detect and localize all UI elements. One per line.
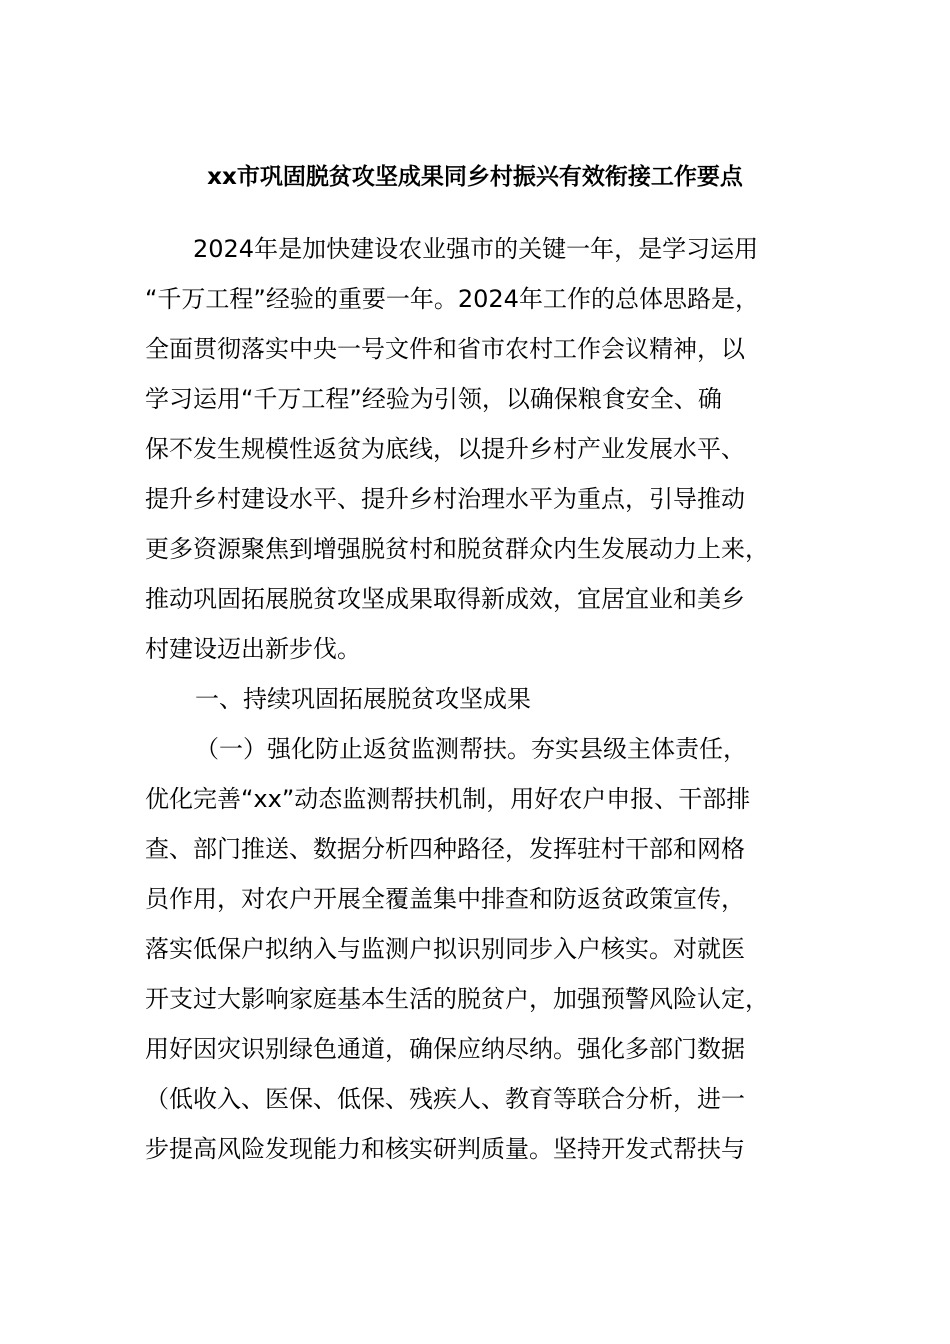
paragraph-line: 优化完善“xx”动态监测帮扶机制，用好农户申报、干部排: [145, 785, 751, 813]
paragraph-line: 推动巩固拓展脱贫攻坚成果取得新成效，宜居宜业和美乡: [145, 585, 745, 613]
subsection-heading-line: （一）强化防止返贫监测帮扶。夯实县级主体责任，: [195, 735, 747, 763]
paragraph-line: 步提高风险发现能力和核实研判质量。坚持开发式帮扶与: [145, 1135, 745, 1163]
paragraph-line: 开支过大影响家庭基本生活的脱贫户，加强预警风险认定，: [145, 985, 769, 1013]
paragraph-line: 查、部门推送、数据分析四种路径，发挥驻村干部和网格: [145, 835, 745, 863]
paragraph-line: 2024年是加快建设农业强市的关键一年，是学习运用: [193, 235, 759, 263]
paragraph-line: “千万工程”经验的重要一年。2024年工作的总体思路是，: [145, 285, 759, 313]
paragraph-line: 员作用，对农户开展全覆盖集中排查和防返贫政策宣传，: [145, 885, 745, 913]
section-heading: 一、持续巩固拓展脱贫攻坚成果: [195, 685, 531, 713]
document-body: [145, 224, 810, 1174]
paragraph-line: 村建设迈出新步伐。: [145, 635, 361, 663]
paragraph-line: 落实低保户拟纳入与监测户拟识别同步入户核实。对就医: [145, 935, 745, 963]
paragraph-line: （低收入、医保、低保、残疾人、教育等联合分析，进一: [145, 1085, 745, 1113]
paragraph-line: 全面贯彻落实中央一号文件和省市农村工作会议精神，以: [145, 335, 745, 363]
paragraph-line: 保不发生规模性返贫为底线，以提升乡村产业发展水平、: [145, 435, 745, 463]
paragraph-line: 更多资源聚焦到增强脱贫村和脱贫群众内生发展动力上来，: [145, 535, 769, 563]
paragraph-line: 用好因灾识别绿色通道，确保应纳尽纳。强化多部门数据: [145, 1035, 745, 1063]
document-title: xx市巩固脱贫攻坚成果同乡村振兴有效衔接工作要点: [207, 164, 743, 190]
paragraph-line: 提升乡村建设水平、提升乡村治理水平为重点，引导推动: [145, 485, 745, 513]
paragraph-line: 学习运用“千万工程”经验为引领，以确保粮食安全、确: [145, 385, 722, 413]
